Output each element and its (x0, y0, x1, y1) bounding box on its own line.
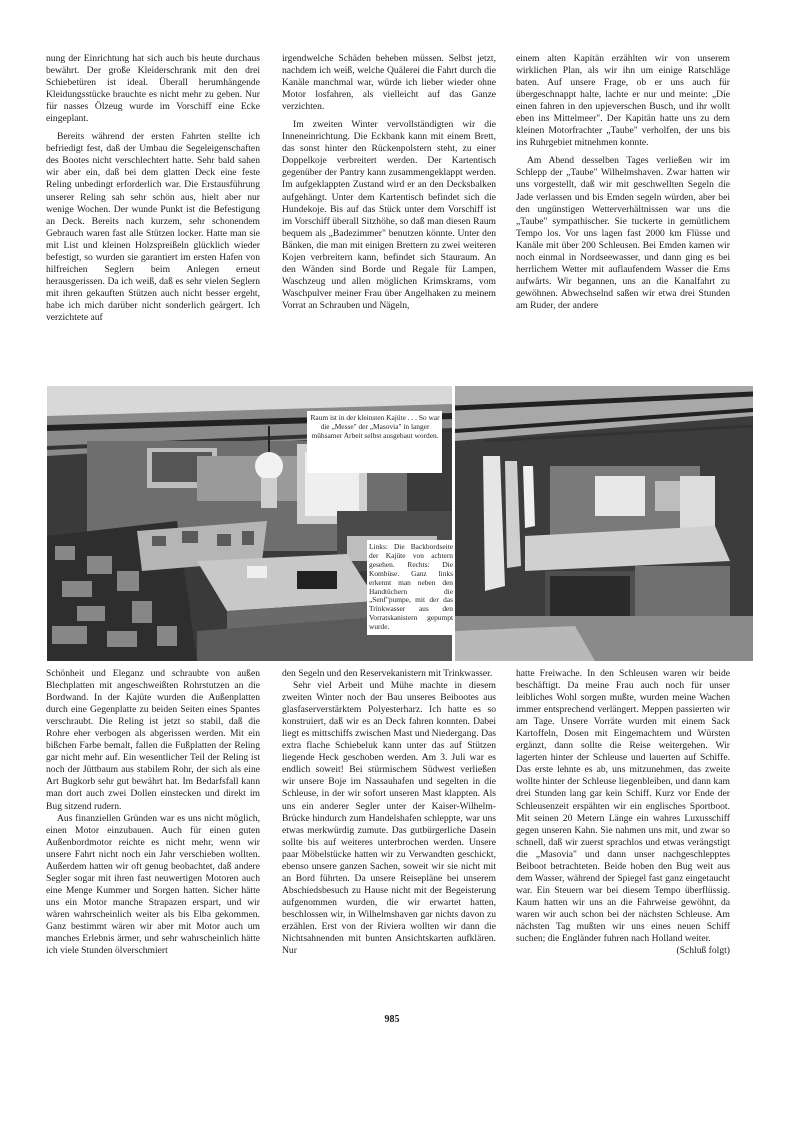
page-number: 985 (384, 1014, 400, 1025)
top-column-1 (46, 53, 260, 373)
bottom-column-2 (282, 668, 496, 1008)
paragraph: den Segeln und den Reservekanistern mit Trinkwasser. (282, 668, 493, 679)
bottom-column-3 (516, 668, 730, 1008)
paragraph: Aus finanziellen Gründen war es uns nicht möglich, einen Motor einzubauen. Auch für einen guten Außenbordmotor reichte es nicht mehr, wenn wir unsere Fahrt nicht noch ein Jahr verschieben wollten. Außerdem hatten wir oft genug beobachtet, daß andere Segler sogar mit ihren fast neuwertigen Motoren auch eine Menge Kummer und Sorgen hatten. Sicher hätte uns ein Motor manche Strapazen erspart, und wir wären wahrscheinlich weiter als bis Elba gekommen. Ganz bestimmt wären wir aber mit Motor auch um manches Erlebnis ärmer, und sehr wahrscheinlich hätte ich viele Stunden ölverschmiert (46, 812, 260, 957)
top-column-2 (282, 53, 496, 373)
paragraph: nung der Einrichtung hat sich auch bis heute durchaus bewährt. Der große Kleiderschrank mit den drei Schiebetüren ist ideal. Überall herumhängende Kleidungsstücke brauchte es nicht mehr zu geben. Nur für nasses Ölzeug wurde im Vorschiff eine Ecke eingeplant. (46, 53, 260, 125)
galley-photo (455, 386, 753, 661)
paragraph: Schönheit und Eleganz und schraubte von außen Blechplatten mit angeschweißten Rohrstutzen an die Bordwand. In der Kajüte wurden die Außenplatten durch eine Gegenplatte zu beiden Seiten eines Spantes verschraubt. Die Reling ist jetzt so stabil, daß die Rohre eher verbogen als abgerissen werden. Mit ein bißchen Farbe bemalt, fallen die Fußplatten der Reling gar nicht mehr auf. Ein wesentlicher Teil der Reling ist noch der Jüttbaum aus stabilem Rohr, der sich als eine Art Bugkorb sehr gut bewährt hat. Im Bedarfsfall kann man dort auch zwei Dollen einstecken und direkt im Bug sitzend rudern. (46, 668, 260, 812)
paragraph: Im zweiten Winter vervollständigten wir die Inneneinrichtung. Die Eckbank kann mit einem Brett, das sonst hinter den Rückenpolstern steht, zu einer Doppelkoje verbreitert werden. Der Kartentisch gegenüber der Pantry kann zusammengeklappt werden. Im aufgeklappten Zustand wird er an den Decksbalken aufgehängt. Unter dem Kartentisch befindet sich die Hundekoje. Bis auf das Stück unter dem Vorschiff ist im Vorschiff überall Sitzhöhe, so daß man diesen Raum bequem als „Badezimmer" benutzen könnte. Unter den Bänken, die man mit einigen Brettern zu zwei weiteren Kojen verbreitern kann, befindet sich Stauraum. An den Wänden sind Borde und Regale für Lampen, Waschzeug und allen möglichen Krimskrams, vom Waschpulver meiner Frau über Angelhaken zu meinem Vorrat an Schrauben und Nägeln, (282, 119, 496, 311)
galley-image (455, 386, 753, 661)
paragraph: hatte Freiwache. In den Schleusen waren wir beide beschäftigt. Da meine Frau auch noch für unser leibliches Wohl sorgen mußte, wurden meine Wachen immer entsprechend verlängert. Meppen passierten wir am Tage. Unsere Vorräte wurden mit einem Sack Kartoffeln, Dosen mit Eingemachtem und Würsten ergänzt, dann sollte die Reise weitergehen. Wir lagerten hinter der Schleuse und lauerten auf Schiffe. Das erste lehnte es ab, uns mitzunehmen, das zweite wollte hinter der Schleuse liegenbleiben, und dann kam drei Stunden lang gar kein Schiff. Kurz vor Ende der Schleusenzeit erspähten wir ein englisches Sportboot. Mit seinen 20 Metern Länge ein wahres Luxusschiff gegen unseren Kahn. Sie nahmen uns mit, und zwar so schnell, daß wir zuerst sprachlos und etwas verängstigt die „Masovia" und dann unser nachgeschlepptes Beiboot betrachteten. Beide hoben den Bug weit aus dem Wasser, während der Spiegel fast ganz eingetaucht war. Ein Steuern war bei diesem Tempo überflüssig. Kaum hatten wir uns an die Fahrweise gewöhnt, da waren wir auch schon bei der nächsten Schleuse. Am nächsten Tag mußten wir uns eines neuen Schiff suchen; die Engländer fuhren nach Holland weiter. (516, 668, 730, 945)
paragraph: einem alten Kapitän erzählten wir von unserem wirklichen Plan, als wir ihn um einige Ratschläge baten. Auf unsere Frage, ob er uns auch für übergeschnappt halte, lachte er nur und meinte: „Die einen fahren in den upjeverschen Busch, und ihr wollt eben ins Mittelmeer". Der Kapitän hatte uns zu dem kleinen Motorfrachter „Taube" verholfen, der uns bis ins Ruhrgebiet mitnehmen konnte. (516, 53, 730, 149)
bottom-column-1 (46, 668, 260, 1008)
to-be-continued-note: (Schluß folgt) (676, 945, 730, 957)
paragraph: Bereits während der ersten Fahrten stellte ich befriedigt fest, daß der Umbau die Segeleigenschaften des Bootes nicht verschlechtert hatte. Sehr bald sahen wir aber ein, daß bei dem glatten Deck eine feste Reling unbedingt erforderlich war. Die Erstausführung unserer Reling sah sehr schön aus, hielt aber nur wenige Wochen. Der wunde Punkt ist die Befestigung an Deck. Bereits nach kurzem, sehr schonendem Gebrauch waren fast alle Stützen locker. Hatte man sie mit List und kleinen Holzspreißeln glücklich wieder befestigt, so wurden sie garantiert im ersten Hafen von hilfreichen Seglern beim Anlegen erneut herausgerissen. Da ich weiß, daß es sehr vielen Seglern mit ihren gekauften Stützen auch nicht besser ergeht, habe ich mich darüber nicht sonderlich geärgert. Ich verzichtete auf (46, 131, 260, 323)
paragraph: Am Abend desselben Tages verließen wir im Schlepp der „Taube" Wilhelmshaven. Zwar hatten wir uns vorgestellt, daß wir mit geschwellten Segeln die Jade verlassen und bis Emden segeln würden, aber bei den ungünstigen Wetterverhältnissen war uns die „Taube" sympathischer. Sie tuckerte in gemütlichem Tempo los. Vor uns lagen fast 2000 km Flüsse und Kanäle mit über 200 Schleusen. Bei Emden kamen wir noch einmal in Nordseewasser, und dann ging es bei herrlichem Wetter mit auflaufendem Wasser die Ems aufwärts. Wir begannen, uns an die Kanalfahrt zu gewöhnen. Abwechselnd saßen wir etwa drei Stunden am Ruder, der andere (516, 155, 730, 311)
photo-caption-top: Raum ist in der kleinsten Kajüte . . . So war die „Messe" der „Masovia" in langer mühsamer Arbeit selbst ausgebaut worden. (310, 413, 440, 440)
paragraph: irgendwelche Schäden beheben müssen. Selbst jetzt, nachdem ich weiß, welche Quälerei die Fahrt durch die Kanäle manchmal war, würde ich lieber wieder ohne Motor losfahren, als vielleicht auf das Ganze verzichten. (282, 53, 496, 113)
paragraph: Sehr viel Arbeit und Mühe machte in diesem zweiten Winter noch der Bau unseres Beibootes aus glasfaserverstärktem Polyesterharz. Ich hatte es so konstruiert, daß wir es an Deck fahren konnten. Dabei liegt es mittschiffs zwischen Mast und Niedergang. Das extra flache Schiebeluk kann unter das auf Stützen liegende Heck geschoben werden. Am 3. Juli war es endlich soweit! Bei stürmischem Südwest verließen wir unsere Boje im Nassauhafen und segelten in die Schleuse, in der wir sofort unseren Mast klappten. Als uns ein anderer Segler unter der Kaiser-Wilhelm-Brücke hindurch zum Handelshafen schleppte, war uns etwas merkwürdig zumute. Das gutbürgerliche Dasein sollte bis auf weiteres unterbrochen werden. Unsere paar Möbelstücke hatten wir zu Verwandten geschickt, ebenso unsere ganzen Sachen, soweit wir sie nicht mit an Bord führten. Da unsere Reisepläne bei unserem Abschiedsbesuch zu Hause nicht mit der Begeisterung aufgenommen wurden, die wir erwartet hatten, beschlossen wir, in Wilhelmshaven gar nichts davon zu erzählen. Erst von der Riviera wollten wir dann die Nichtsahnenden mit bunten Ansichtskarten aufklären. Nur (282, 680, 496, 957)
top-column-3 (516, 53, 730, 373)
photo-caption-bottom: Links: Die Backbordseite der Kajüte von achtern gesehen. Rechts: Die Kombüse. Ganz links erkennt man neben den Handtüchern die „Senf"pumpe, mit der das Trinkwasser aus den Vorratskanistern gepumpt wurde. (369, 542, 453, 632)
